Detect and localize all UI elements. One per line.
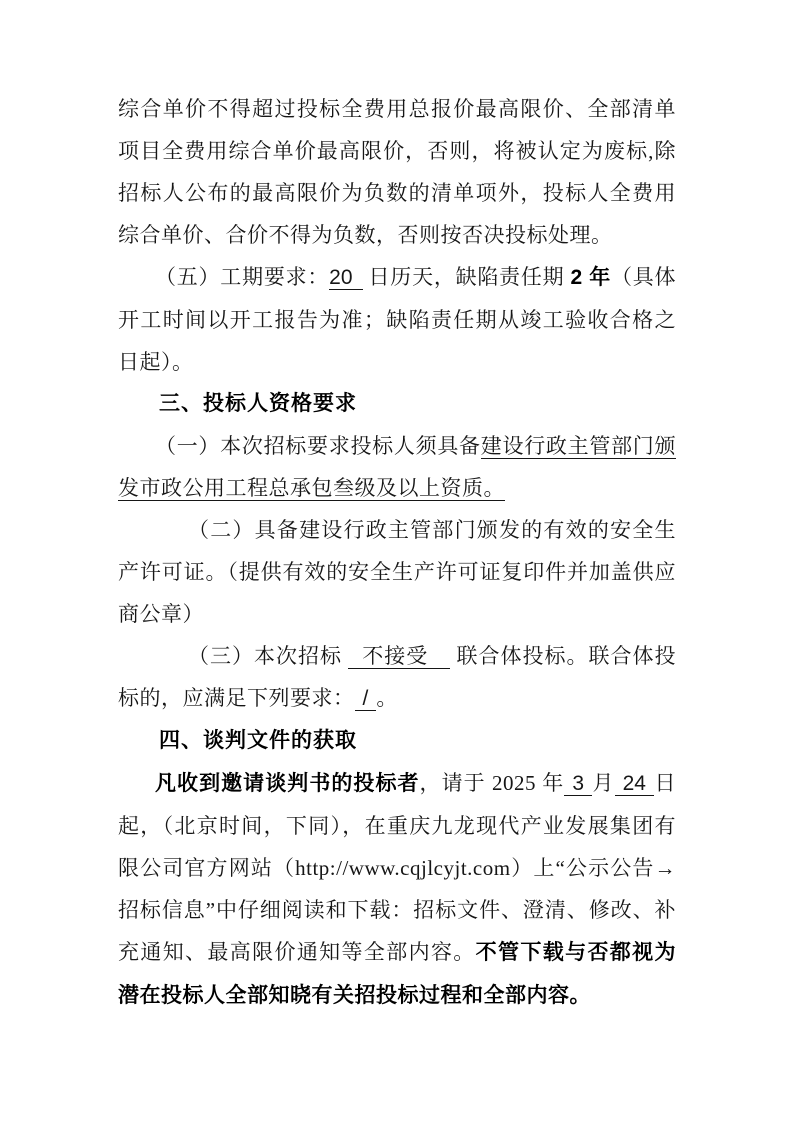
safety-license-text: （二）具备建设行政主管部门颁发的有效的安全生产许可证。（提供有效的安全生产许可证复印件并加盖供应商公章）: [118, 518, 676, 626]
download-seg1: ，请于 2025 年: [419, 771, 565, 795]
defect-liability-period-value: 2 年: [570, 266, 611, 289]
construction-period-middle: 日历天，缺陷责任期: [368, 265, 571, 289]
download-seg3: 日起，（北京时间，下同），在重庆九龙现代产业发展集团有限公司官方网站（http://www.cqjlcyjt.com）上“公示公告→招标信息”中仔细阅读和下载：招标文件、澄清、修改、补充通知、最高限价通知等全部内容。: [118, 771, 677, 964]
para-unit-price-rule: [118, 88, 676, 256]
para-safety-license: [118, 509, 676, 635]
consortium-requirement-blank: /: [355, 687, 377, 711]
construction-period-prefix: （五）工期要求：: [155, 265, 330, 289]
day-value: 24: [615, 772, 654, 796]
qualification-underline-value: 建设行政主管部门颁发市政公用工程总承包叁级及以上资质。: [118, 434, 677, 500]
para-document-download: [118, 762, 676, 1017]
consortium-prefix: （三）本次招标: [188, 644, 342, 668]
para-qualification-requirement: [118, 425, 676, 509]
duration-days-value: 20: [329, 266, 362, 290]
month-value: 3: [564, 772, 592, 796]
consortium-middle: 联合体投标。联合体投标的，应满足下列要求：: [118, 644, 676, 710]
consortium-acceptance-value: 不接受: [348, 644, 450, 669]
heading-bidder-qualification: 三、投标人资格要求: [159, 392, 357, 415]
consortium-suffix: 。: [376, 686, 398, 710]
construction-period-suffix: （具体开工时间以开工报告为准；缺陷责任期从竣工验收合格之日起）。: [118, 265, 677, 374]
para-consortium: [118, 635, 676, 720]
qualification-requirement-prefix: （一）本次招标要求投标人须具备: [155, 434, 481, 458]
unit-price-rule-text: 综合单价不得超过投标全费用总报价最高限价、全部清单项目全费用综合单价最高限价，否则，将被认定为废标,除招标人公布的最高限价为负数的清单项外，投标人全费用综合单价、合价不得为负数，否则按否决投标处理。: [118, 97, 676, 247]
download-seg2: 月: [592, 771, 615, 795]
download-bold-lead: 凡收到邀请谈判书的投标者: [155, 772, 420, 795]
heading-document-acquisition: 四、谈判文件的获取: [159, 729, 357, 752]
para-construction-period: [118, 256, 676, 383]
download-bold-tail: 不管下载与否都视为潜在投标人全部知晓有关招投标过程和全部内容。: [118, 941, 677, 1007]
